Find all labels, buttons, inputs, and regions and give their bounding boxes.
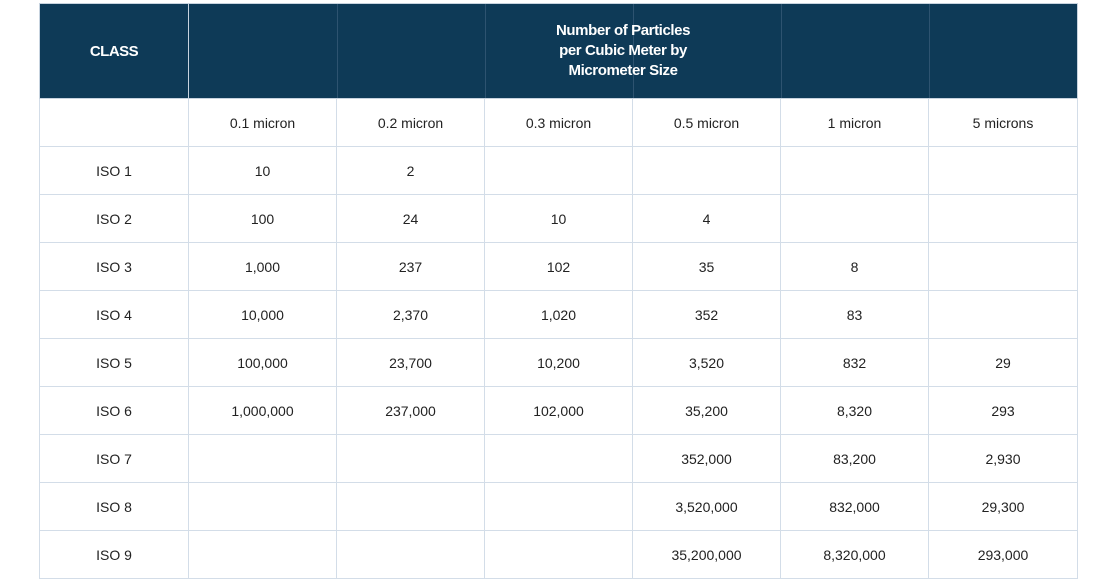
value-cell: [485, 531, 633, 579]
value-cell: 832,000: [781, 483, 929, 531]
class-cell: ISO 6: [40, 387, 189, 435]
particle-size-row: [40, 99, 1078, 147]
size-header-cell: 1 micron: [781, 99, 929, 147]
table-row: [40, 531, 1078, 579]
value-cell: 100: [189, 195, 337, 243]
value-cell: [929, 291, 1078, 339]
value-cell: 10: [189, 147, 337, 195]
value-cell: 102: [485, 243, 633, 291]
header-divider: [781, 4, 782, 98]
size-header-cell: 0.3 micron: [485, 99, 633, 147]
value-cell: 35: [633, 243, 781, 291]
value-cell: [485, 483, 633, 531]
class-cell: ISO 1: [40, 147, 189, 195]
header-divider: [337, 4, 338, 98]
table-row: [40, 243, 1078, 291]
table-row: [40, 147, 1078, 195]
header-divider: [929, 4, 930, 98]
iso-cleanroom-class-table: [39, 3, 1078, 579]
value-cell: 8,320,000: [781, 531, 929, 579]
value-cell: 352: [633, 291, 781, 339]
value-cell: 35,200,000: [633, 531, 781, 579]
value-cell: 1,000,000: [189, 387, 337, 435]
class-cell: ISO 8: [40, 483, 189, 531]
value-cell: [337, 483, 485, 531]
value-cell: 83: [781, 291, 929, 339]
size-header-cell: 5 microns: [929, 99, 1078, 147]
value-cell: [189, 531, 337, 579]
value-cell: [929, 243, 1078, 291]
value-cell: 2,930: [929, 435, 1078, 483]
value-cell: 293: [929, 387, 1078, 435]
value-cell: 2,370: [337, 291, 485, 339]
value-cell: 102,000: [485, 387, 633, 435]
value-cell: 8: [781, 243, 929, 291]
value-cell: 24: [337, 195, 485, 243]
size-header-cell: 0.2 micron: [337, 99, 485, 147]
class-cell: ISO 5: [40, 339, 189, 387]
table-row: [40, 195, 1078, 243]
value-cell: [633, 147, 781, 195]
value-cell: [781, 147, 929, 195]
table-header-row: [40, 4, 1078, 99]
size-row-empty-cell: [40, 99, 189, 147]
value-cell: [189, 435, 337, 483]
value-cell: 10,000: [189, 291, 337, 339]
value-cell: 832: [781, 339, 929, 387]
value-cell: 237: [337, 243, 485, 291]
header-divider: [485, 4, 486, 98]
table-row: [40, 339, 1078, 387]
class-column-header: CLASS: [40, 4, 189, 99]
value-cell: 4: [633, 195, 781, 243]
size-header-cell: 0.1 micron: [189, 99, 337, 147]
class-cell: ISO 9: [40, 531, 189, 579]
value-cell: 10,200: [485, 339, 633, 387]
class-cell: ISO 4: [40, 291, 189, 339]
value-cell: 83,200: [781, 435, 929, 483]
value-cell: 1,020: [485, 291, 633, 339]
value-cell: [485, 435, 633, 483]
class-cell: ISO 3: [40, 243, 189, 291]
particle-count-group-label: Number of Particles per Cubic Meter by Micrometer Size: [555, 22, 691, 79]
size-header-cell: 0.5 micron: [633, 99, 781, 147]
value-cell: 3,520: [633, 339, 781, 387]
value-cell: [337, 531, 485, 579]
value-cell: 293,000: [929, 531, 1078, 579]
value-cell: [929, 147, 1078, 195]
value-cell: [929, 195, 1078, 243]
value-cell: [337, 435, 485, 483]
iso-classification-table-wrapper: [39, 3, 1077, 579]
value-cell: 2: [337, 147, 485, 195]
class-cell: ISO 7: [40, 435, 189, 483]
value-cell: 29: [929, 339, 1078, 387]
value-cell: 10: [485, 195, 633, 243]
value-cell: 3,520,000: [633, 483, 781, 531]
value-cell: 29,300: [929, 483, 1078, 531]
particle-count-group-header: [189, 4, 1078, 99]
table-row: [40, 291, 1078, 339]
table-row: [40, 387, 1078, 435]
value-cell: 237,000: [337, 387, 485, 435]
value-cell: 100,000: [189, 339, 337, 387]
table-row: [40, 483, 1078, 531]
value-cell: 352,000: [633, 435, 781, 483]
value-cell: [189, 483, 337, 531]
class-cell: ISO 2: [40, 195, 189, 243]
value-cell: 8,320: [781, 387, 929, 435]
value-cell: [781, 195, 929, 243]
value-cell: 35,200: [633, 387, 781, 435]
value-cell: 23,700: [337, 339, 485, 387]
value-cell: 1,000: [189, 243, 337, 291]
value-cell: [485, 147, 633, 195]
table-row: [40, 435, 1078, 483]
